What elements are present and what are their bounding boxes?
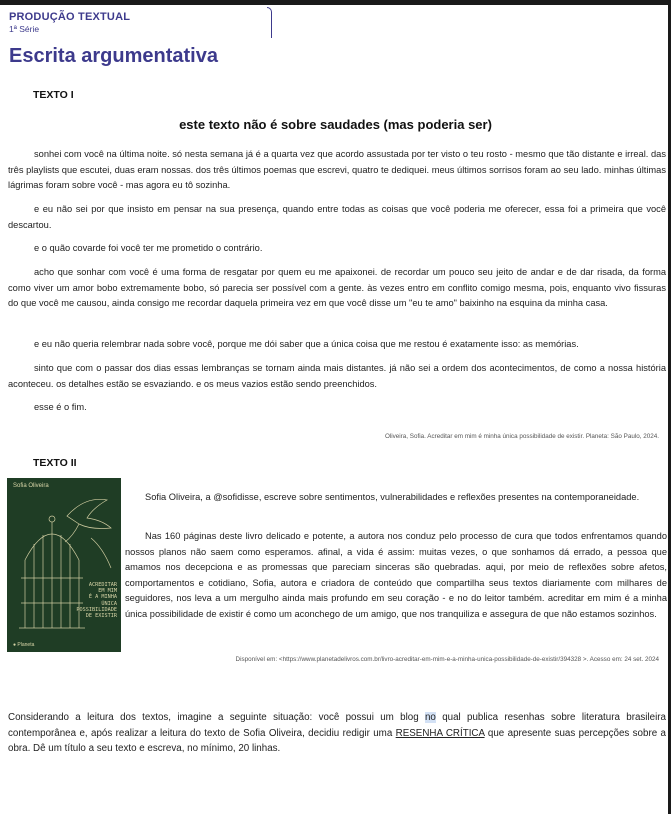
texto2-paragraph: Nas 160 páginas deste livro delicado e potente, a autora nos conduz pelo processo de cura que todos enfrentamos quando nossos planos não saem como esperamos. afinal, a vida é assim: muitas vezes, o que sonhamos dá errado, a pessoa que amamos nos decepciona e as promessas que pareciam sinceras são quebradas. aqui, por meio de reflexões sobre afetos, comportamentos e cotidiano, Sofia, autora e criadora de conteúdo que compartilha seus textos diariamente com milhares de seguidores, nos leva a um mergulho ainda mais profundo em seu coração - e no do leitor também. acreditar em mim é a minha única possibilidade de existir é como um aconchego de um amigo, que nos tranquiliza e assegura de que não estamos sozinhos. [125, 531, 667, 619]
texto1-label: TEXTO I [33, 89, 74, 101]
subject-label: PRODUÇÃO TEXTUAL [9, 11, 131, 23]
cover-author: Sofia Oliveira [13, 483, 49, 489]
texto1-paragraph: sonhei com você na última noite. só nesta semana já é a quarta vez que acordo assustada por ter visto o teu rosto - mesmo que tão distante e irreal. das três playlists que escutei, duas eram nossas. dos três últimos poemas que escrevi, quatro te dediquei. meus últimos sorrisos foram ao seu lado. minhas últimas lágrimas foram sobre você - mas agora eu tô sozinha. [8, 149, 666, 190]
selected-text: no [424, 712, 436, 723]
book-cover-image [7, 478, 121, 652]
grade-label: 1ª Série [9, 24, 40, 34]
header-divider [267, 7, 272, 38]
texto1-paragraph: e o quão covarde foi você ter me prometido o contrário. [34, 243, 263, 253]
page-title: Escrita argumentativa [9, 45, 218, 67]
texto1-paragraph: esse é o fim. [34, 402, 87, 412]
header [9, 11, 130, 34]
texto1-paragraph: sinto que com o passar dos dias essas lembranças se tornam ainda mais distantes. já não sei a ordem dos acontecimentos, de como a nossa história aconteceu. os detalhes estão se esvaziando. e os meus vazios estão sendo preenchidos. [8, 363, 666, 389]
texto1-paragraph: e eu não queria relembrar nada sobre você, porque me dói saber que a única coisa que me restou é exatamente isso: as memórias. [34, 339, 579, 349]
texto1-title: este texto não é sobre saudades (mas poderia ser) [179, 117, 492, 132]
resenha-critica-emphasis: RESENHA CRÍTICA [395, 727, 485, 739]
texto1-paragraph: acho que sonhar com você é uma forma de resgatar por quem eu me apaixonei. de recordar um pouco seu jeito de andar e de dar risada, da forma como viver um amor bobo extremamente bobo, só parecia ser possível com a gente. às vezes entro em conflito comigo mesma, pois, enquanto vivo fissuras do que você me causou, ainda consigo me recordar daquela primeira vez em que você disse um "eu te amo" baixinho na esquina da minha casa. [8, 267, 666, 308]
texto2-source: Disponível em: <https://www.planetadelivros.com.br/livro-acreditar-em-mim-e-a-minha-unica-possibilidade-de-existir/394328 >. Acesso em: 24 set. 2024 [235, 656, 659, 663]
cover-publisher-logo: ● Planeta [13, 642, 35, 648]
writing-prompt: Considerando a leitura dos textos, imagine a seguinte situação: você possui um blog no qual publica resenhas sobre literatura brasileira contemporânea e, após realizar a leitura do texto de Sofia Oliveira, decidiu redigir uma RESENHA CRÍTICA que apresente suas percepções sobre a obra. Dê um título a seu texto e escreva, no mínimo, 20 linhas. [8, 712, 666, 754]
texto2-paragraph: Sofia Oliveira, a @sofidisse, escreve sobre sentimentos, vulnerabilidades e reflexões presentes na contemporaneidade. [145, 492, 640, 502]
cover-title: ACREDITAR EM MIM É A MINHA ÚNICA POSSIBILIDADE DE EXISTIR [76, 582, 117, 620]
birdcage-illustration [7, 478, 121, 652]
texto2-label: TEXTO II [33, 457, 77, 469]
top-border [0, 0, 671, 5]
texto1-paragraph: e eu não sei por que insisto em pensar na sua presença, quando entre todas as coisas que você poderia me oferecer, essa foi a primeira que você descartou. [8, 204, 666, 230]
texto1-citation: Oliveira, Sofia. Acreditar em mim é minha única possibilidade de existir. Planeta: São Paulo, 2024. [384, 433, 659, 440]
